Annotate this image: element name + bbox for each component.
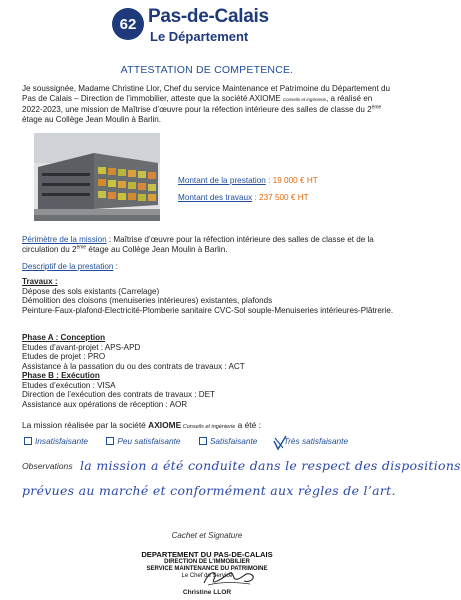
intro-text-1: Je soussignée, Madame Christine Llor, Chef du service Maintenance et Patrimoine du Département du Pas de Calais – Direction de l’immobilier, atteste que la société AXIOME	[22, 84, 391, 103]
company-tagline: Conseils et ingénierie	[282, 97, 326, 102]
intro-sup: ème	[371, 104, 382, 111]
observation-line-2: prévues au marché et conformément aux règles de l’art.	[22, 483, 396, 498]
perimetre-sup: ème	[76, 243, 87, 250]
travaux-line: Dépose des sols existants (Carrelage)	[22, 286, 160, 296]
amount-travaux-value: : 237 500 € HT	[252, 193, 309, 202]
travaux-section	[22, 277, 394, 315]
department-logo	[112, 6, 312, 46]
descriptif-colon: :	[113, 262, 118, 271]
rating-label: Très satisfaisante	[283, 436, 349, 446]
checkbox-icon	[199, 437, 207, 445]
amount-travaux	[178, 189, 318, 206]
rating-option-tres-satisfaisante[interactable]	[276, 436, 348, 446]
evaluation-prefix: La mission réalisée par la société	[22, 420, 149, 430]
evaluation-suffix: a été :	[235, 420, 261, 430]
amount-prestation-value: : 19 000 € HT	[265, 176, 318, 185]
school-building-photo	[34, 133, 160, 221]
travaux-heading: Travaux :	[22, 277, 58, 286]
travaux-line: Peinture-Faux-plafond-Electricité-Plomberie sanitaire CVC-Sol souple-Menuiseries intérieures-Plâtrerie.	[22, 305, 394, 315]
perimetre-paragraph	[22, 235, 394, 254]
travaux-line: Démolition des cloisons (menuiseries intérieures) existantes, plafonds	[22, 296, 273, 305]
perimetre-text-1: : Maîtrise d’œuvre pour la réfection intérieure des salles de classe et de la circulation du 2	[22, 235, 374, 254]
phase-b-heading: Phase B : Exécution	[22, 371, 100, 380]
amounts-block	[178, 172, 318, 206]
amount-travaux-label: Montant des travaux	[178, 193, 253, 202]
phase-a-heading: Phase A : Conception	[22, 333, 106, 342]
stamp-line-2: DIRECTION DE L’IMMOBILIER	[164, 559, 250, 565]
phase-a-section	[22, 333, 394, 409]
amount-prestation-label: Montant de la prestation	[178, 176, 266, 185]
rating-option-peu-satisfaisante[interactable]	[106, 436, 180, 446]
stamp-line-1: DEPARTEMENT DU PAS-DE-CALAIS	[141, 550, 273, 559]
phase-b-line: Direction de l’exécution des contrats de travaux : DET	[22, 390, 215, 399]
evaluation-company: AXIOME	[148, 420, 182, 430]
logo-number-badge: 62	[112, 8, 144, 40]
descriptif-heading	[22, 262, 394, 272]
rating-label: Insatisfaisante	[35, 436, 89, 446]
phase-a-line: Etudes de projet : PRO	[22, 352, 106, 361]
logo-name: Pas-de-Calais	[148, 6, 269, 27]
phase-b-line: Assistance aux opérations de réception : AOR	[22, 399, 188, 409]
cachet-label: Cachet et Signature	[171, 531, 243, 540]
phase-b-line: Etudes d’exécution : VISA	[22, 380, 116, 390]
evaluation-company-tagline: Conseils et ingénierie	[181, 424, 236, 430]
rating-option-insatisfaisante[interactable]	[24, 436, 88, 446]
perimetre-label: Périmètre de la mission	[22, 235, 107, 244]
logo-subtitle: Le Département	[150, 29, 249, 44]
intro-paragraph	[22, 84, 394, 125]
handwritten-observations	[22, 452, 461, 512]
signatory-name: Christine LLOR	[182, 589, 232, 596]
checkbox-icon	[106, 437, 114, 445]
stamp-line-3: SERVICE MAINTENANCE DU PATRIMOINE	[146, 566, 268, 572]
phase-a-line: Etudes d’avant-projet : APS-APD	[22, 342, 141, 352]
rating-label: Satisfaisante	[209, 436, 258, 446]
descriptif-label: Descriptif de la prestation	[22, 262, 114, 271]
intro-text-2: , a réalisé en 2022-2023, une mission de Maîtrise d’œuvre pour la réfection intérieure des salles de classe du 2	[22, 94, 373, 114]
phase-a-line: Assistance à la passation du ou des contrats de travaux : ACT	[22, 361, 245, 371]
rating-options	[24, 436, 364, 446]
intro-text-3: étage au Collège Jean Moulin à Barlin.	[22, 115, 162, 124]
observation-line-1: la mission a été conduite dans le respect des dispositions	[80, 458, 461, 473]
rating-option-satisfaisante[interactable]	[199, 436, 258, 446]
perimetre-text-2: étage au Collège Jean Moulin à Barlin.	[86, 244, 228, 254]
evaluation-sentence	[22, 421, 394, 433]
amount-prestation	[178, 172, 318, 189]
stamp-line-4: Le Chef de Service	[181, 573, 233, 579]
observations-label: Observations	[22, 461, 73, 471]
rating-label: Peu satisfaisante	[117, 436, 181, 446]
document-title: ATTESTATION DE COMPETENCE.	[120, 64, 294, 76]
checkbox-icon	[24, 437, 32, 445]
